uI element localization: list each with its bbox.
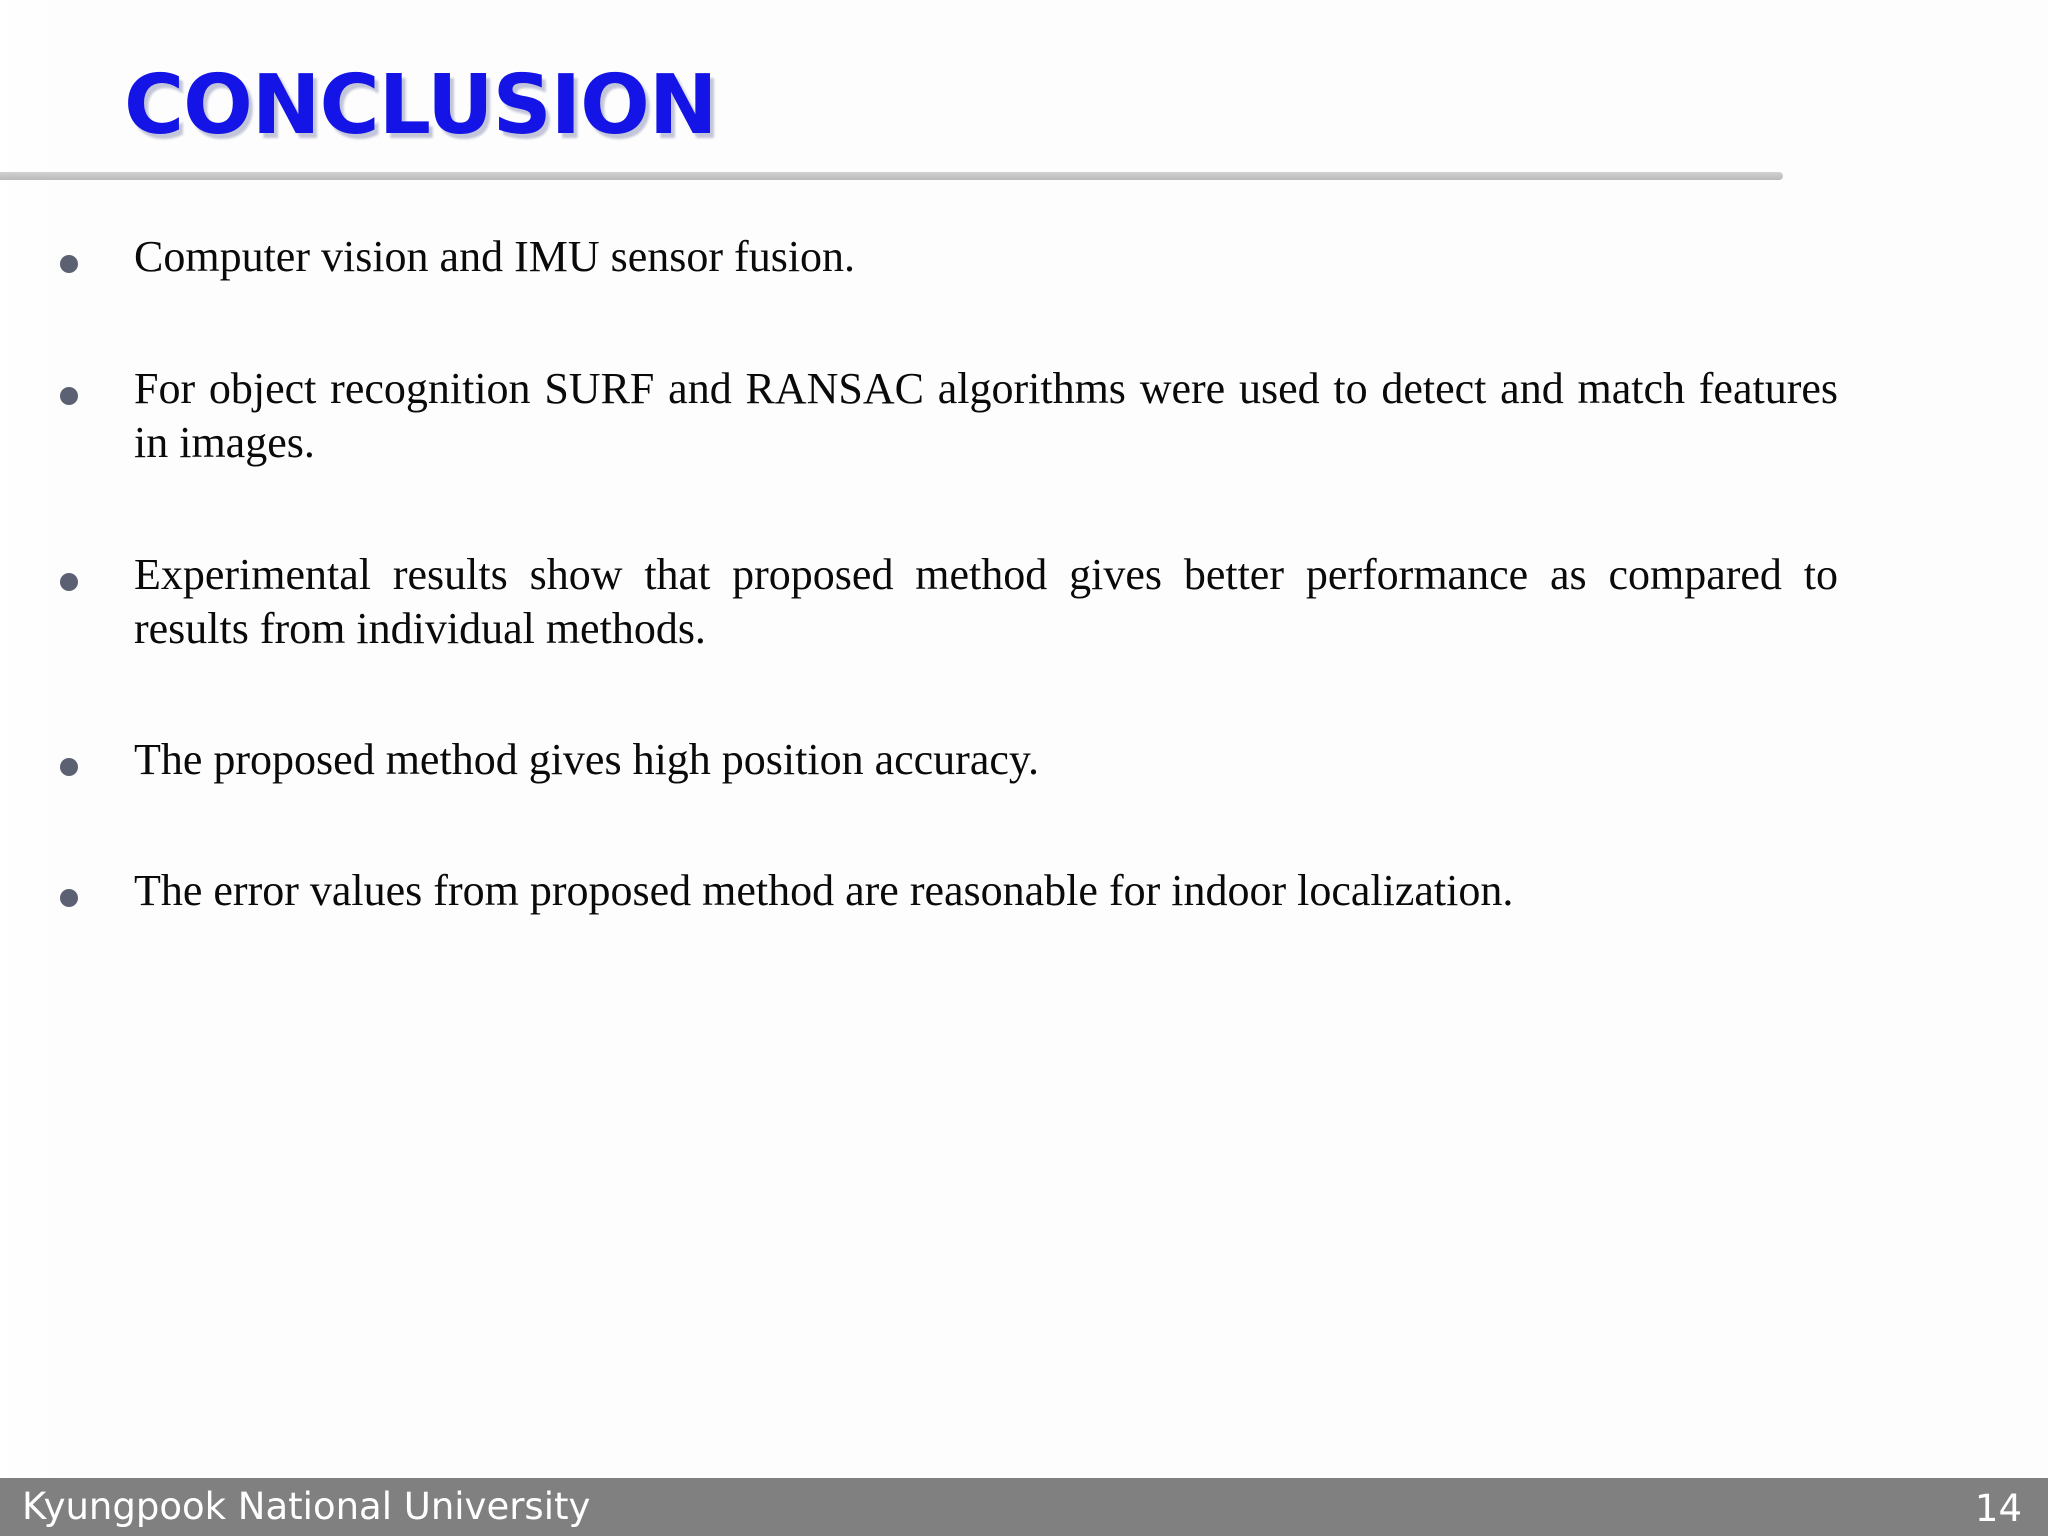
- bullet-dot-icon: [60, 889, 78, 907]
- footer-organization: Kyungpook National University: [22, 1485, 591, 1528]
- title-divider: [0, 172, 1783, 180]
- bullet-dot-icon: [60, 573, 78, 591]
- bullet-dot-icon: [60, 758, 78, 776]
- footer-bar: [0, 1478, 2048, 1536]
- page-number: 14: [1974, 1487, 2022, 1530]
- bullet-text: Experimental results show that proposed method gives better performance as compared to results from individual methods.: [134, 550, 1838, 653]
- bullet-dot-icon: [60, 255, 78, 273]
- bullet-text: The error values from proposed method are reasonable for indoor localization.: [134, 866, 1514, 915]
- bullet-text: For object recognition SURF and RANSAC algorithms were used to detect and match features in images.: [134, 364, 1838, 467]
- bullet-dot-icon: [60, 387, 78, 405]
- bullet-text: Computer vision and IMU sensor fusion.: [134, 232, 856, 281]
- slide-title: CONCLUSION: [124, 58, 717, 153]
- bullet-text: The proposed method gives high position accuracy.: [134, 735, 1040, 784]
